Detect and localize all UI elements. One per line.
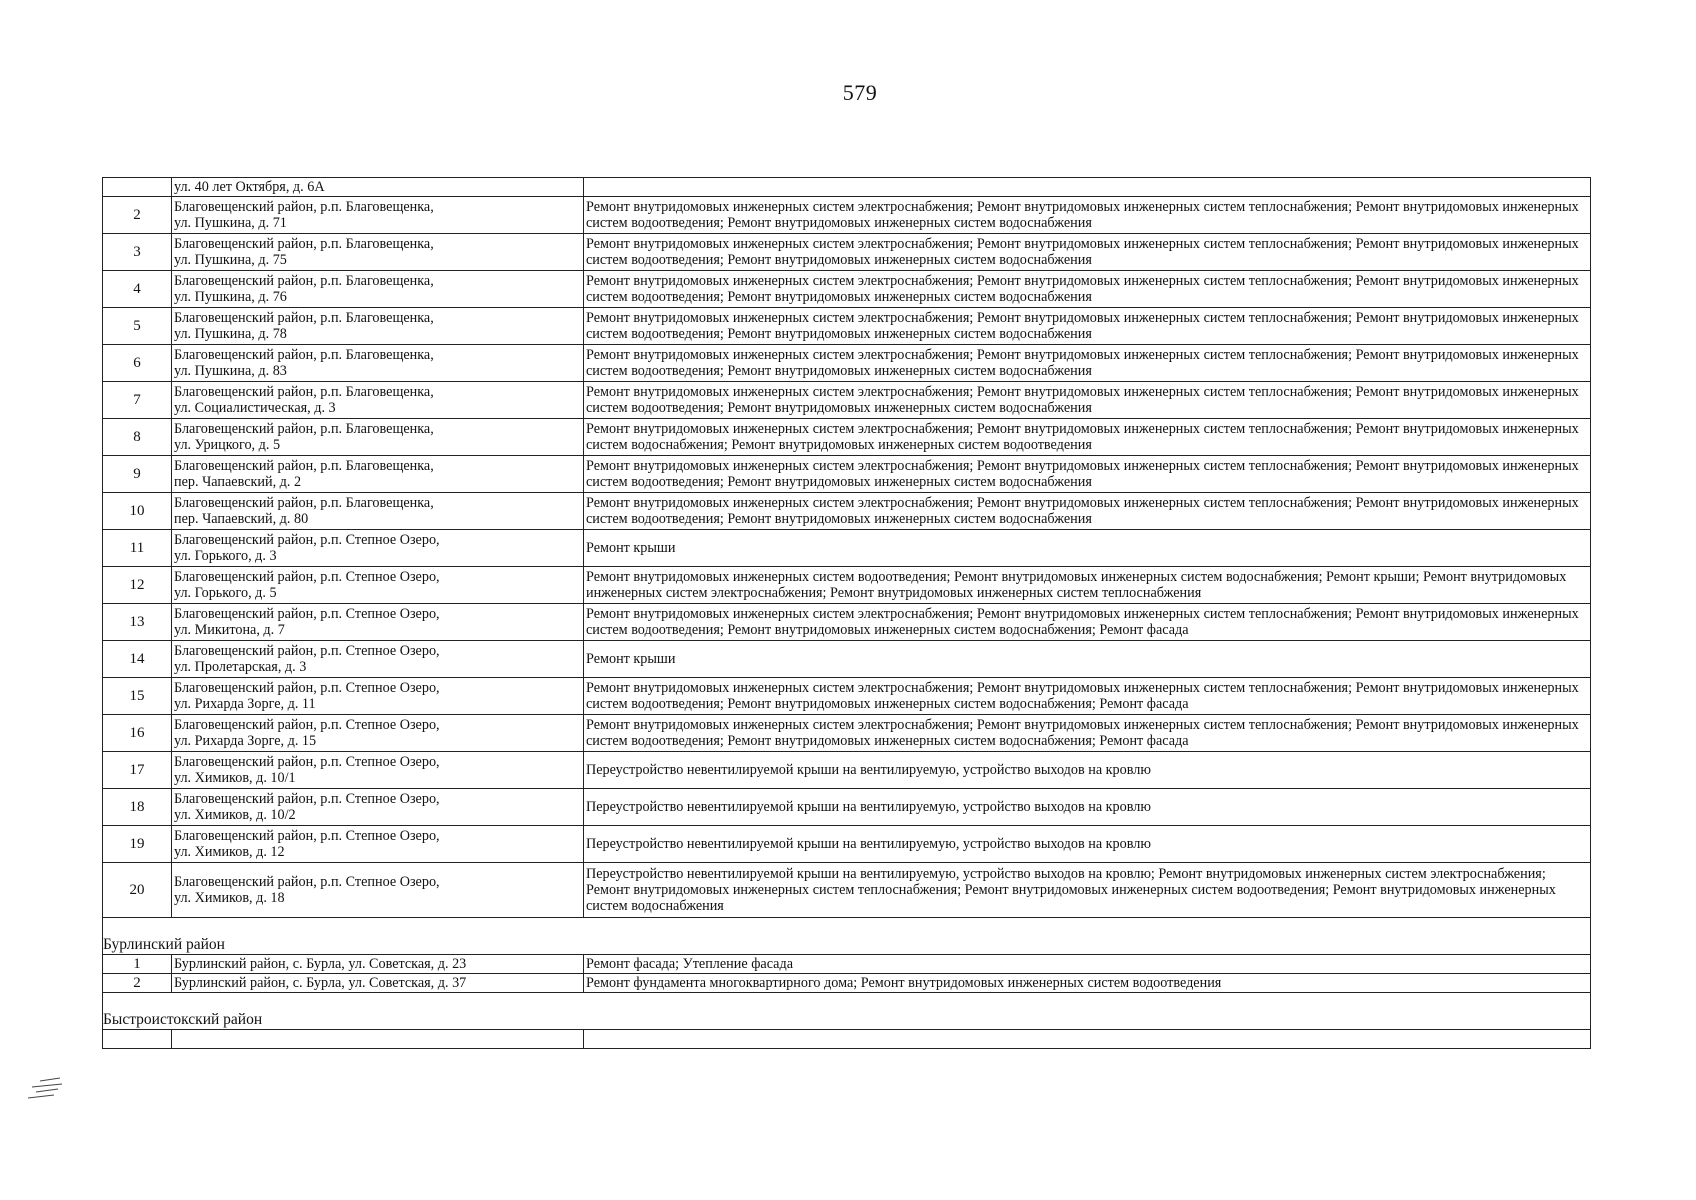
address-district-line: Благовещенский район, р.п. Благовещенка, — [174, 458, 434, 474]
address-cell — [172, 197, 584, 234]
address-cell — [172, 382, 584, 419]
works-cell: Ремонт внутридомовых инженерных систем электроснабжения; Ремонт внутридомовых инженерных систем теплоснабжения; Ремонт внутридомовых инженерных систем водоотведения; Ремонт внутридомовых инженерных систем водоснабжения; Ремонт фасада — [584, 715, 1591, 752]
row-number: 8 — [103, 419, 172, 456]
table-row — [103, 641, 1591, 678]
table-row — [103, 493, 1591, 530]
address-cell — [172, 419, 584, 456]
address-street-line: ул. Горького, д. 5 — [174, 585, 277, 601]
row-number: 5 — [103, 308, 172, 345]
address-district-line: Благовещенский район, р.п. Благовещенка, — [174, 347, 434, 363]
row-number: 3 — [103, 234, 172, 271]
works-cell: Переустройство невентилируемой крыши на вентилируемую, устройство выходов на кровлю — [584, 826, 1591, 863]
address-cell — [172, 826, 584, 863]
table-row — [103, 863, 1591, 918]
table-row — [103, 567, 1591, 604]
address-street-line: ул. Горького, д. 3 — [174, 548, 277, 564]
table-row — [103, 382, 1591, 419]
address-cell — [172, 271, 584, 308]
row-number: 10 — [103, 493, 172, 530]
row-number: 1 — [103, 955, 172, 974]
address-district-line: Благовещенский район, р.п. Степное Озеро, — [174, 643, 440, 659]
works-cell: Переустройство невентилируемой крыши на вентилируемую, устройство выходов на кровлю — [584, 752, 1591, 789]
address-district-line: Благовещенский район, р.п. Степное Озеро, — [174, 680, 440, 696]
table-row — [103, 974, 1591, 993]
table-row — [103, 826, 1591, 863]
page-number: 579 — [842, 80, 878, 105]
section-title: Бурлинский район — [103, 936, 1591, 955]
works-cell: Переустройство невентилируемой крыши на вентилируемую, устройство выходов на кровлю — [584, 789, 1591, 826]
row-number: 19 — [103, 826, 172, 863]
address-cell — [172, 863, 584, 918]
table-row-continued — [103, 178, 1591, 197]
address-cell: Бурлинский район, с. Бурла, ул. Советская, д. 37 — [172, 974, 584, 993]
address-street-line: ул. Пушкина, д. 83 — [174, 363, 287, 379]
address-street-line: ул. Урицкого, д. 5 — [174, 437, 281, 453]
works-cell: Ремонт внутридомовых инженерных систем электроснабжения; Ремонт внутридомовых инженерных систем теплоснабжения; Ремонт внутридомовых инженерных систем водоотведения; Ремонт внутридомовых инженерных систем водоснабжения — [584, 345, 1591, 382]
table-row — [103, 955, 1591, 974]
address-street-line: пер. Чапаевский, д. 80 — [174, 511, 309, 527]
address-street-line: ул. Химиков, д. 12 — [174, 844, 285, 860]
address-cell — [172, 493, 584, 530]
table-row — [103, 789, 1591, 826]
address-district-line: Благовещенский район, р.п. Степное Озеро, — [174, 754, 440, 770]
section-spacer-row — [103, 918, 1591, 937]
works-cell: Переустройство невентилируемой крыши на вентилируемую, устройство выходов на кровлю; Ремонт внутридомовых инженерных систем электроснабжения; Ремонт внутридомовых инженерных систем теплоснабжения; Ремонт внутридомовых инженерных систем водоотведения; Ремонт внутридомовых инженерных систем водоснабжения — [584, 863, 1591, 918]
address-district-line: Благовещенский район, р.п. Благовещенка, — [174, 310, 434, 326]
row-number: 6 — [103, 345, 172, 382]
row-number: 14 — [103, 641, 172, 678]
works-cell: Ремонт крыши — [584, 530, 1591, 567]
table-row — [103, 419, 1591, 456]
works-cell: Ремонт фундамента многоквартирного дома; Ремонт внутридомовых инженерных систем водоотведения — [584, 974, 1591, 993]
works-cell: Ремонт внутридомовых инженерных систем электроснабжения; Ремонт внутридомовых инженерных систем теплоснабжения; Ремонт внутридомовых инженерных систем водоотведения; Ремонт внутридомовых инженерных систем водоснабжения — [584, 493, 1591, 530]
works-cell: Ремонт внутридомовых инженерных систем электроснабжения; Ремонт внутридомовых инженерных систем теплоснабжения; Ремонт внутридомовых инженерных систем водоотведения; Ремонт внутридомовых инженерных систем водоснабжения; Ремонт фасада — [584, 604, 1591, 641]
address-district-line: Благовещенский район, р.п. Степное Озеро, — [174, 532, 440, 548]
address-district-line: Благовещенский район, р.п. Благовещенка, — [174, 421, 434, 437]
address-cell — [172, 456, 584, 493]
section-title: Быстроистокский район — [103, 1011, 1591, 1030]
spacer-cell — [103, 918, 1591, 937]
table-row — [103, 345, 1591, 382]
table-row — [103, 715, 1591, 752]
row-number: 7 — [103, 382, 172, 419]
address-cell — [172, 530, 584, 567]
address-cell: ул. 40 лет Октября, д. 6А — [172, 178, 584, 197]
works-cell: Ремонт внутридомовых инженерных систем электроснабжения; Ремонт внутридомовых инженерных систем теплоснабжения; Ремонт внутридомовых инженерных систем водоотведения; Ремонт внутридомовых инженерных систем водоснабжения; Ремонт фасада — [584, 678, 1591, 715]
row-number: 18 — [103, 789, 172, 826]
works-cell — [584, 178, 1591, 197]
address-district-line: Благовещенский район, р.п. Степное Озеро, — [174, 606, 440, 622]
table-row — [103, 456, 1591, 493]
address-cell — [172, 1030, 584, 1049]
works-cell: Ремонт внутридомовых инженерных систем электроснабжения; Ремонт внутридомовых инженерных систем теплоснабжения; Ремонт внутридомовых инженерных систем водоотведения; Ремонт внутридомовых инженерных систем водоснабжения — [584, 271, 1591, 308]
address-cell — [172, 789, 584, 826]
address-street-line: ул. Социалистическая, д. 3 — [174, 400, 336, 416]
works-cell: Ремонт внутридомовых инженерных систем электроснабжения; Ремонт внутридомовых инженерных систем теплоснабжения; Ремонт внутридомовых инженерных систем водоотведения; Ремонт внутридомовых инженерных систем водоснабжения — [584, 456, 1591, 493]
address-street-line: ул. Химиков, д. 10/1 — [174, 770, 296, 786]
works-cell: Ремонт внутридомовых инженерных систем электроснабжения; Ремонт внутридомовых инженерных систем теплоснабжения; Ремонт внутридомовых инженерных систем водоотведения; Ремонт внутридомовых инженерных систем водоснабжения — [584, 382, 1591, 419]
row-number: 2 — [103, 197, 172, 234]
address-cell — [172, 715, 584, 752]
spacer-cell — [103, 993, 1591, 1012]
empty-row — [103, 1030, 1591, 1049]
repair-registry-table — [102, 177, 1591, 1049]
section-spacer-row — [103, 993, 1591, 1012]
address-cell — [172, 641, 584, 678]
address-district-line: Благовещенский район, р.п. Степное Озеро, — [174, 828, 440, 844]
address-cell — [172, 752, 584, 789]
table-row — [103, 678, 1591, 715]
address-district-line: Благовещенский район, р.п. Степное Озеро, — [174, 569, 440, 585]
address-street-line: ул. Пушкина, д. 75 — [174, 252, 287, 268]
works-cell: Ремонт внутридомовых инженерных систем водоотведения; Ремонт внутридомовых инженерных систем водоснабжения; Ремонт крыши; Ремонт внутридомовых инженерных систем электроснабжения; Ремонт внутридомовых инженерных систем теплоснабжения — [584, 567, 1591, 604]
section-header-row — [103, 936, 1591, 955]
address-district-line: Благовещенский район, р.п. Благовещенка, — [174, 495, 434, 511]
address-district-line: Благовещенский район, р.п. Благовещенка, — [174, 236, 434, 252]
section-header-row — [103, 1011, 1591, 1030]
table-row — [103, 271, 1591, 308]
address-district-line: Благовещенский район, р.п. Благовещенка, — [174, 384, 434, 400]
address-street-line: ул. Микитона, д. 7 — [174, 622, 285, 638]
row-number: 20 — [103, 863, 172, 918]
address-street-line: ул. Рихарда Зорге, д. 11 — [174, 696, 316, 712]
table-row — [103, 752, 1591, 789]
address-street-line: ул. Пролетарская, д. 3 — [174, 659, 307, 675]
registry-body — [103, 178, 1591, 1049]
row-number: 9 — [103, 456, 172, 493]
address-street-line: ул. Пушкина, д. 76 — [174, 289, 287, 305]
works-cell: Ремонт внутридомовых инженерных систем электроснабжения; Ремонт внутридомовых инженерных систем теплоснабжения; Ремонт внутридомовых инженерных систем водоотведения; Ремонт внутридомовых инженерных систем водоснабжения — [584, 234, 1591, 271]
address-cell — [172, 567, 584, 604]
address-cell — [172, 345, 584, 382]
address-street-line: ул. Химиков, д. 18 — [174, 890, 285, 906]
address-street-line: ул. Рихарда Зорге, д. 15 — [174, 733, 317, 749]
table-row — [103, 197, 1591, 234]
address-cell — [172, 604, 584, 641]
row-number-cell — [103, 178, 172, 197]
address-street-line: ул. Пушкина, д. 78 — [174, 326, 287, 342]
works-cell: Ремонт внутридомовых инженерных систем электроснабжения; Ремонт внутридомовых инженерных систем теплоснабжения; Ремонт внутридомовых инженерных систем водоотведения; Ремонт внутридомовых инженерных систем водоснабжения — [584, 197, 1591, 234]
address-street-line: ул. Пушкина, д. 71 — [174, 215, 287, 231]
table-row — [103, 234, 1591, 271]
address-cell — [172, 234, 584, 271]
table-row — [103, 530, 1591, 567]
row-number: 15 — [103, 678, 172, 715]
address-cell: Бурлинский район, с. Бурла, ул. Советская, д. 23 — [172, 955, 584, 974]
row-number-cell — [103, 1030, 172, 1049]
address-district-line: Благовещенский район, р.п. Степное Озеро, — [174, 791, 440, 807]
works-cell — [584, 1030, 1591, 1049]
table-row — [103, 308, 1591, 345]
address-district-line: Благовещенский район, р.п. Степное Озеро, — [174, 717, 440, 733]
row-number: 17 — [103, 752, 172, 789]
table-row — [103, 604, 1591, 641]
address-cell — [172, 678, 584, 715]
works-cell: Ремонт внутридомовых инженерных систем электроснабжения; Ремонт внутридомовых инженерных систем теплоснабжения; Ремонт внутридомовых инженерных систем водоотведения; Ремонт внутридомовых инженерных систем водоснабжения — [584, 308, 1591, 345]
works-cell: Ремонт крыши — [584, 641, 1591, 678]
address-district-line: Благовещенский район, р.п. Благовещенка, — [174, 273, 434, 289]
row-number: 13 — [103, 604, 172, 641]
margin-scribble-mark — [26, 1075, 66, 1101]
row-number: 11 — [103, 530, 172, 567]
address-cell — [172, 308, 584, 345]
address-street-line: пер. Чапаевский, д. 2 — [174, 474, 302, 490]
address-district-line: Благовещенский район, р.п. Степное Озеро, — [174, 874, 440, 890]
row-number: 16 — [103, 715, 172, 752]
address-district-line: Благовещенский район, р.п. Благовещенка, — [174, 199, 434, 215]
row-number: 12 — [103, 567, 172, 604]
row-number: 2 — [103, 974, 172, 993]
works-cell: Ремонт внутридомовых инженерных систем электроснабжения; Ремонт внутридомовых инженерных систем теплоснабжения; Ремонт внутридомовых инженерных систем водоснабжения; Ремонт внутридомовых инженерных систем водоотведения — [584, 419, 1591, 456]
works-cell: Ремонт фасада; Утепление фасада — [584, 955, 1591, 974]
address-street-line: ул. Химиков, д. 10/2 — [174, 807, 296, 823]
row-number: 4 — [103, 271, 172, 308]
